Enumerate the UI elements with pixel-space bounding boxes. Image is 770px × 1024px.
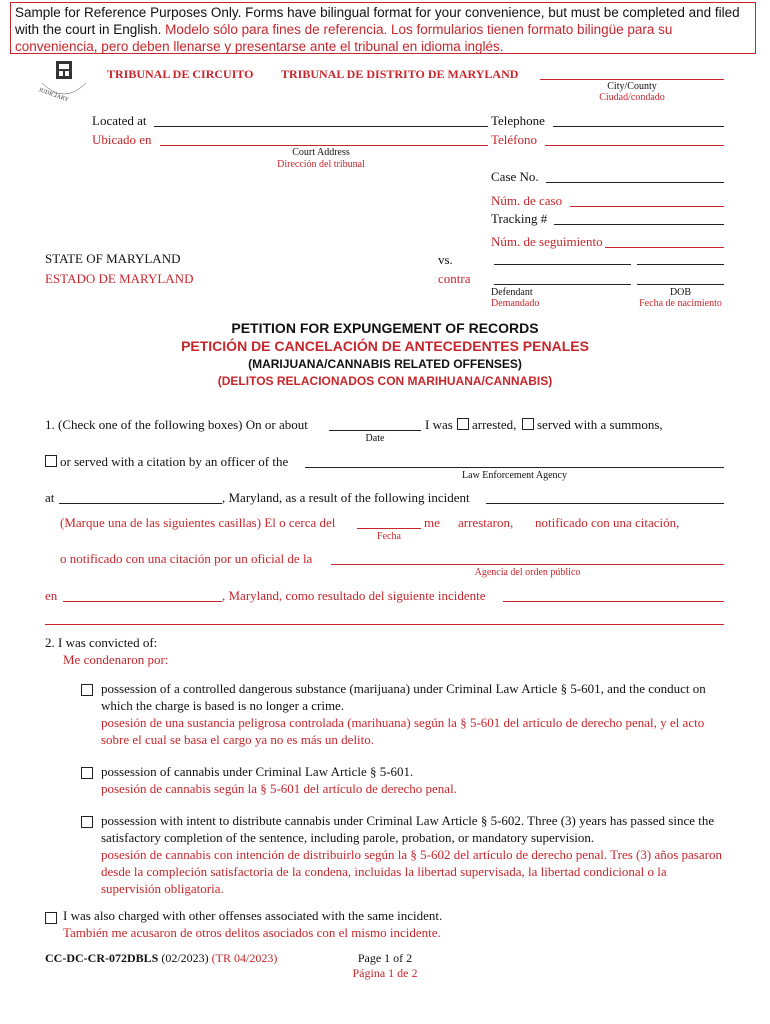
page-number-es: Página 1 de 2 xyxy=(352,966,418,980)
incident-date-field[interactable] xyxy=(329,430,421,431)
defendant-label: Defendant xyxy=(491,287,533,298)
telephone-field-es[interactable] xyxy=(545,145,724,146)
summons-label-es: notificado con una citación, xyxy=(535,515,680,530)
option-cannabis-checkbox[interactable] xyxy=(81,765,96,783)
summons-label: served with a summons, xyxy=(537,417,663,432)
incident-date-field-es[interactable] xyxy=(357,528,421,529)
summons-checkbox[interactable] xyxy=(522,418,534,430)
city-county-field[interactable] xyxy=(540,79,724,80)
located-at-label-es: Ubicado en xyxy=(92,132,152,147)
court-address-label: Court Address xyxy=(292,147,350,158)
other-offenses-text-es: También me acusaron de otros delitos asociados con el mismo incidente. xyxy=(63,925,441,940)
form-subtitle: (MARIJUANA/CANNABIS RELATED OFFENSES) xyxy=(248,357,522,371)
page-number: Page 1 of 2 xyxy=(357,951,413,965)
incident-field-es[interactable] xyxy=(503,601,724,602)
other-offenses-text: I was also charged with other offenses associated with the same incident. xyxy=(63,908,443,923)
vs-label: vs. xyxy=(438,252,453,267)
seal-text: JUDICIARY xyxy=(37,87,70,104)
form-title: PETITION FOR EXPUNGEMENT OF RECORDS xyxy=(231,320,539,336)
item1-prefix-es: (Marque una de las siguientes casillas) El o cerca del xyxy=(60,515,336,530)
en-label-es: en xyxy=(45,588,58,603)
incident-continuation-field[interactable] xyxy=(45,624,724,625)
city-county-label: City/County xyxy=(607,81,657,92)
located-at-label: Located at xyxy=(92,113,147,128)
defendant-field[interactable] xyxy=(494,284,631,285)
state-label: STATE OF MARYLAND xyxy=(45,251,181,266)
agency-label: Law Enforcement Agency xyxy=(462,470,567,481)
agency-label-es: Agencia del orden público xyxy=(474,567,581,578)
citation-option[interactable] xyxy=(45,454,288,470)
telephone-field[interactable] xyxy=(553,126,724,127)
agency-field-es[interactable] xyxy=(331,564,724,565)
option-cds-checkbox[interactable] xyxy=(81,682,96,700)
option-distribute-text: possession with intent to distribute cannabis under Criminal Law Article § 5-602. Three (3) years has passed since the satisfactory completion of the sentence, including parole, probation, or mandatory supervision. xyxy=(101,813,715,845)
telephone-label-es: Teléfono xyxy=(491,132,538,147)
option-distribute-checkbox[interactable] xyxy=(81,814,96,832)
telephone-label: Telephone xyxy=(491,113,545,128)
item2-heading-es: Me condenaron por: xyxy=(63,652,169,667)
dob-field[interactable] xyxy=(637,284,724,285)
citation-label: or served with a citation by an officer of the xyxy=(60,454,289,469)
other-offenses-checkbox[interactable] xyxy=(45,910,60,928)
tracking-field-es[interactable] xyxy=(605,247,724,248)
i-was-label: I was xyxy=(425,417,453,432)
defendant-name-field-1[interactable] xyxy=(494,264,631,265)
date-label-es: Fecha xyxy=(377,531,401,542)
court-address-field-es[interactable] xyxy=(160,145,488,146)
arrested-label: arrested, xyxy=(472,417,517,432)
circuit-court-label: TRIBUNAL DE CIRCUITO xyxy=(107,67,254,81)
option-cannabis-text: possession of cannabis under Criminal Law Article § 5-601. xyxy=(101,764,414,779)
court-address-field[interactable] xyxy=(154,126,488,127)
judiciary-seal-icon xyxy=(34,55,94,105)
location-field[interactable] xyxy=(59,503,222,504)
tracking-label-es: Núm. de seguimiento xyxy=(491,234,603,249)
vs-label-es: contra xyxy=(438,271,471,286)
case-no-field[interactable] xyxy=(546,182,724,183)
summons-option[interactable] xyxy=(522,417,663,433)
form-id: CC-DC-CR-072DBLS xyxy=(45,951,159,965)
tracking-label: Tracking # xyxy=(491,211,548,226)
banner-spanish: Modelo sólo para fines de referencia. Los formularios tienen formato bilingüe para su conveniencia, pero deben llenarse y presentarse ante el tribunal en idioma inglés. xyxy=(15,22,673,54)
district-court-label: TRIBUNAL DE DISTRITO DE MARYLAND xyxy=(281,67,519,81)
at-label: at xyxy=(45,490,55,505)
reference-banner xyxy=(10,2,756,54)
form-subtitle-es: (DELITOS RELACIONADOS CON MARIHUANA/CANNABIS) xyxy=(217,374,553,388)
form-date: (02/2023) xyxy=(161,951,209,965)
dob-label-es: Fecha de nacimiento xyxy=(639,298,722,309)
case-no-label-es: Núm. de caso xyxy=(491,193,563,208)
form-title-es: PETICIÓN DE CANCELACIÓN DE ANTECEDENTES PENALES xyxy=(181,338,589,354)
banner-english: Sample for Reference Purposes Only. Forms have bilingual format for your convenience, but must be completed and filed with the court in English. xyxy=(15,5,740,37)
arrested-checkbox[interactable] xyxy=(457,418,469,430)
defendant-label-es: Demandado xyxy=(491,298,540,309)
form-id-footer xyxy=(45,951,277,966)
maryland-incident-label-es: , Maryland, como resultado del siguiente incidente xyxy=(222,588,486,603)
option-distribute-text-es: posesión de cannabis con intención de distribuirlo según la § 5-602 del artículo de derecho penal. Tres (3) años pasaron desde la compleción satisfactoria de la condena, incluidas la libertad supervisada, la libertad condicional o la supervisión obligatoria. xyxy=(101,847,722,896)
citation-label-es: o notificado con una citación por un oficial de la xyxy=(60,551,313,566)
case-no-field-es[interactable] xyxy=(570,206,724,207)
incident-field[interactable] xyxy=(486,503,724,504)
city-county-label-es: Ciudad/condado xyxy=(599,92,665,103)
maryland-incident-label: , Maryland, as a result of the following incident xyxy=(222,490,470,505)
tracking-field[interactable] xyxy=(554,224,724,225)
me-label-es: me xyxy=(424,515,440,530)
state-label-es: ESTADO DE MARYLAND xyxy=(45,271,194,286)
location-field-es[interactable] xyxy=(63,601,222,602)
option-cds-text-es: posesión de una sustancia peligrosa controlada (marihuana) según la § 5-601 del artículo de derecho penal, y el acto sobre el cual se basa el cargo ya no es más un delito. xyxy=(101,715,705,747)
arrested-label-es: arrestaron, xyxy=(458,515,514,530)
dob-label: DOB xyxy=(669,287,692,298)
date-label: Date xyxy=(365,433,385,444)
case-no-label: Case No. xyxy=(491,169,539,184)
form-tr: (TR 04/2023) xyxy=(211,951,278,965)
arrested-option[interactable] xyxy=(457,417,516,433)
citation-checkbox[interactable] xyxy=(45,455,57,467)
item2-heading: 2. I was convicted of: xyxy=(45,635,158,650)
option-cds-text: possession of a controlled dangerous substance (marijuana) under Criminal Law Article § 5-601, and the conduct on which the charge is based is no longer a crime. xyxy=(101,681,706,713)
item1-prefix: 1. (Check one of the following boxes) On or about xyxy=(45,417,308,432)
court-address-label-es: Dirección del tribunal xyxy=(277,159,365,170)
option-cannabis-text-es: posesión de cannabis según la § 5-601 del artículo de derecho penal. xyxy=(101,781,457,796)
defendant-name-field-2[interactable] xyxy=(637,264,724,265)
agency-field[interactable] xyxy=(305,467,724,468)
